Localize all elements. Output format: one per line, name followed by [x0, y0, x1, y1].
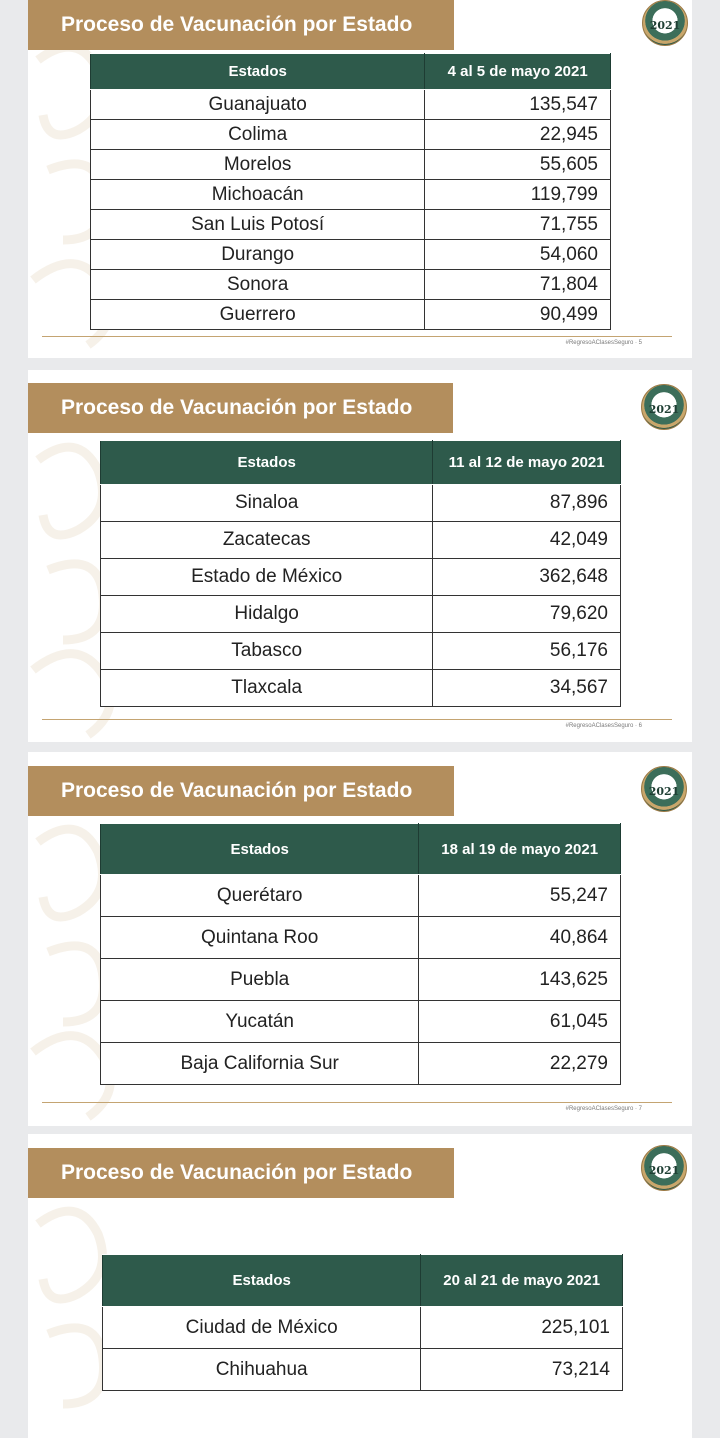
state-name: Ciudad de México — [103, 1307, 421, 1349]
vaccination-count: 61,045 — [419, 1001, 621, 1043]
column-header-date: 20 al 21 de mayo 2021 — [421, 1255, 623, 1307]
state-name: Colima — [91, 120, 425, 150]
vaccination-count: 90,499 — [425, 300, 611, 330]
mexico-2021-seal-icon — [641, 766, 687, 812]
state-name: Quintana Roo — [101, 917, 419, 959]
state-name: San Luis Potosí — [91, 210, 425, 240]
vaccination-count: 79,620 — [433, 596, 621, 633]
slide-2 — [28, 370, 692, 742]
footer-hashtag: #RegresoAClasesSeguro · 6 — [565, 723, 642, 729]
vaccination-table — [100, 823, 621, 1085]
vaccination-count: 54,060 — [425, 240, 611, 270]
seal-year: 2021 — [648, 402, 680, 416]
table-row — [103, 1307, 623, 1349]
state-name: Morelos — [91, 150, 425, 180]
state-name: Baja California Sur — [101, 1043, 419, 1085]
table-row — [91, 210, 611, 240]
footer-hashtag: #RegresoAClasesSeguro · 5 — [565, 340, 642, 346]
table-row — [101, 596, 621, 633]
table-row — [101, 917, 621, 959]
state-name: Hidalgo — [101, 596, 433, 633]
vaccination-table — [102, 1254, 623, 1391]
state-name: Sonora — [91, 270, 425, 300]
column-header-date: 4 al 5 de mayo 2021 — [425, 54, 611, 90]
table-row — [101, 959, 621, 1001]
footer-line — [42, 719, 672, 720]
vaccination-count: 143,625 — [419, 959, 621, 1001]
mexico-2021-seal-icon — [641, 1145, 687, 1191]
vaccination-count: 56,176 — [433, 633, 621, 670]
vaccination-count: 71,804 — [425, 270, 611, 300]
table-row — [101, 1043, 621, 1085]
vaccination-table — [90, 53, 611, 330]
mexico-2021-seal-icon — [642, 0, 688, 46]
slide-4 — [28, 1134, 692, 1438]
state-name: Guerrero — [91, 300, 425, 330]
column-header-states: Estados — [103, 1255, 421, 1307]
vaccination-count: 119,799 — [425, 180, 611, 210]
slide-title: Proceso de Vacunación por Estado — [28, 766, 454, 816]
state-name: Durango — [91, 240, 425, 270]
column-header-states: Estados — [91, 54, 425, 90]
slide-title: Proceso de Vacunación por Estado — [28, 383, 453, 433]
column-header-states: Estados — [101, 824, 419, 875]
table-row — [91, 180, 611, 210]
table-row — [91, 150, 611, 180]
vaccination-count: 87,896 — [433, 485, 621, 522]
vaccination-count: 55,605 — [425, 150, 611, 180]
table-row — [101, 559, 621, 596]
vaccination-table — [100, 440, 621, 707]
table-row — [101, 522, 621, 559]
seal-year: 2021 — [648, 1163, 680, 1177]
vaccination-count: 225,101 — [421, 1307, 623, 1349]
vaccination-count: 71,755 — [425, 210, 611, 240]
mexico-2021-seal-icon — [641, 384, 687, 430]
state-name: Guanajuato — [91, 90, 425, 120]
state-name: Estado de México — [101, 559, 433, 596]
table-row — [103, 1349, 623, 1391]
footer-line — [42, 1102, 672, 1103]
state-name: Tabasco — [101, 633, 433, 670]
table-row — [91, 270, 611, 300]
state-name: Zacatecas — [101, 522, 433, 559]
table-row — [91, 300, 611, 330]
vaccination-count: 362,648 — [433, 559, 621, 596]
column-header-states: Estados — [101, 441, 433, 485]
slide-1 — [28, 0, 692, 358]
footer-line — [42, 336, 672, 337]
table-row — [91, 120, 611, 150]
vaccination-count: 40,864 — [419, 917, 621, 959]
slide-title: Proceso de Vacunación por Estado — [28, 1148, 454, 1198]
column-header-date: 18 al 19 de mayo 2021 — [419, 824, 621, 875]
vaccination-count: 22,945 — [425, 120, 611, 150]
vaccination-count: 22,279 — [419, 1043, 621, 1085]
table-row — [101, 485, 621, 522]
state-name: Yucatán — [101, 1001, 419, 1043]
slide-title: Proceso de Vacunación por Estado — [28, 0, 454, 50]
table-row — [101, 875, 621, 917]
table-row — [101, 1001, 621, 1043]
vaccination-count: 42,049 — [433, 522, 621, 559]
table-row — [101, 670, 621, 707]
vaccination-count: 73,214 — [421, 1349, 623, 1391]
seal-year: 2021 — [649, 18, 681, 32]
column-header-date: 11 al 12 de mayo 2021 — [433, 441, 621, 485]
state-name: Chihuahua — [103, 1349, 421, 1391]
seal-year: 2021 — [648, 784, 680, 798]
state-name: Michoacán — [91, 180, 425, 210]
table-row — [91, 240, 611, 270]
state-name: Tlaxcala — [101, 670, 433, 707]
state-name: Querétaro — [101, 875, 419, 917]
state-name: Puebla — [101, 959, 419, 1001]
vaccination-count: 135,547 — [425, 90, 611, 120]
state-name: Sinaloa — [101, 485, 433, 522]
vaccination-count: 55,247 — [419, 875, 621, 917]
vaccination-count: 34,567 — [433, 670, 621, 707]
footer-hashtag: #RegresoAClasesSeguro · 7 — [565, 1106, 642, 1112]
slide-3 — [28, 752, 692, 1126]
table-row — [101, 633, 621, 670]
table-row — [91, 90, 611, 120]
